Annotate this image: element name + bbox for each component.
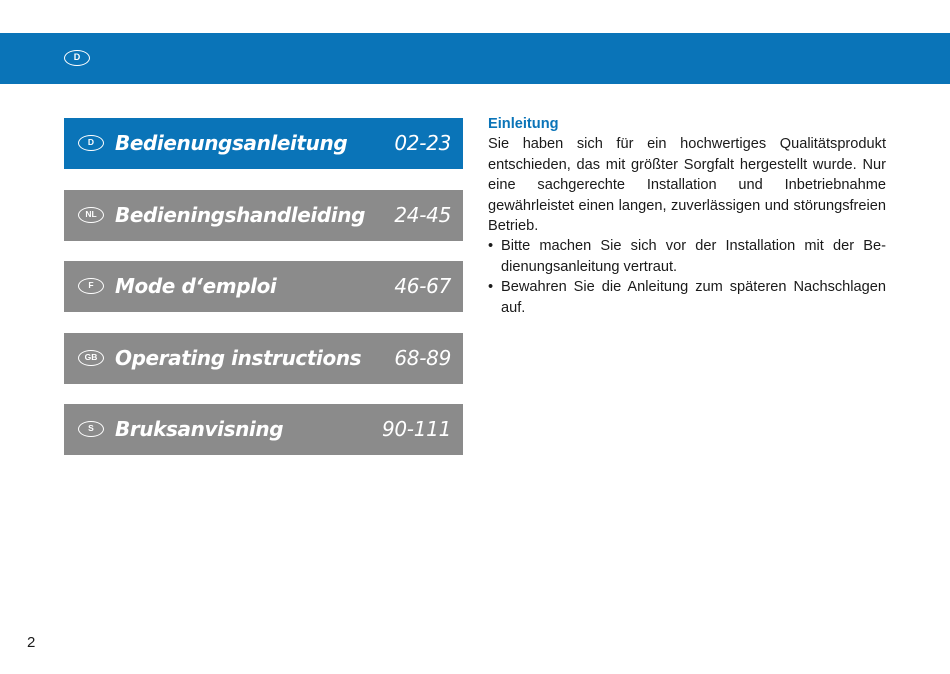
list-item — [488, 236, 886, 277]
toc-entry-title: Mode d‘emploi — [115, 274, 277, 298]
toc-entry-dutch[interactable] — [64, 190, 463, 241]
list-item-text: Bitte machen Sie sich vor der Installation mit der Bedienungsanleitung vertraut. — [501, 238, 886, 275]
introduction-heading: Einleitung — [488, 116, 559, 132]
language-badge: D — [78, 135, 104, 151]
introduction-bullet-list — [488, 236, 886, 318]
toc-entry-title: Bedienungsanleitung — [115, 131, 348, 155]
toc-entry-title: Bruksanvisning — [115, 417, 284, 441]
language-badge: S — [78, 421, 104, 437]
page-number: 2 — [27, 634, 36, 651]
introduction-paragraph: Sie haben sich für ein hochwertiges Qualitätsprodukt entschieden, das mit größter Sorgfalt hergestellt wurde. Nur eine sachgerechte Installation und Inbetriebnahme gewährleistet einen langen, zuverlässigen und störungsfreien Betrieb. — [488, 136, 886, 235]
language-badge: F — [78, 278, 104, 294]
language-badge: GB — [78, 350, 104, 366]
header-bar — [0, 33, 950, 84]
bullet-icon: • — [488, 238, 494, 255]
toc-entry-swedish[interactable] — [64, 404, 463, 455]
toc-entry-german[interactable] — [64, 118, 463, 169]
toc-entry-pages: 02-23 — [394, 131, 451, 155]
list-item — [488, 277, 886, 318]
toc-entry-pages: 90-111 — [381, 417, 451, 441]
toc-entry-pages: 68-89 — [394, 345, 451, 370]
table-of-contents — [64, 118, 463, 476]
toc-entry-title: Operating instructions — [115, 345, 362, 370]
toc-entry-french[interactable] — [64, 261, 463, 312]
toc-entry-pages: 24-45 — [394, 202, 451, 227]
toc-entry-english[interactable] — [64, 333, 463, 384]
language-badge-d: D — [64, 50, 90, 66]
toc-entry-title: Bedieningshandleiding — [115, 202, 365, 227]
list-item-text: Bewahren Sie die Anleitung zum späteren Nachschlagen auf. — [501, 279, 886, 316]
introduction-section — [488, 114, 886, 318]
bullet-icon: • — [488, 279, 494, 296]
toc-entry-pages: 46-67 — [394, 274, 451, 298]
language-badge: NL — [78, 207, 104, 223]
